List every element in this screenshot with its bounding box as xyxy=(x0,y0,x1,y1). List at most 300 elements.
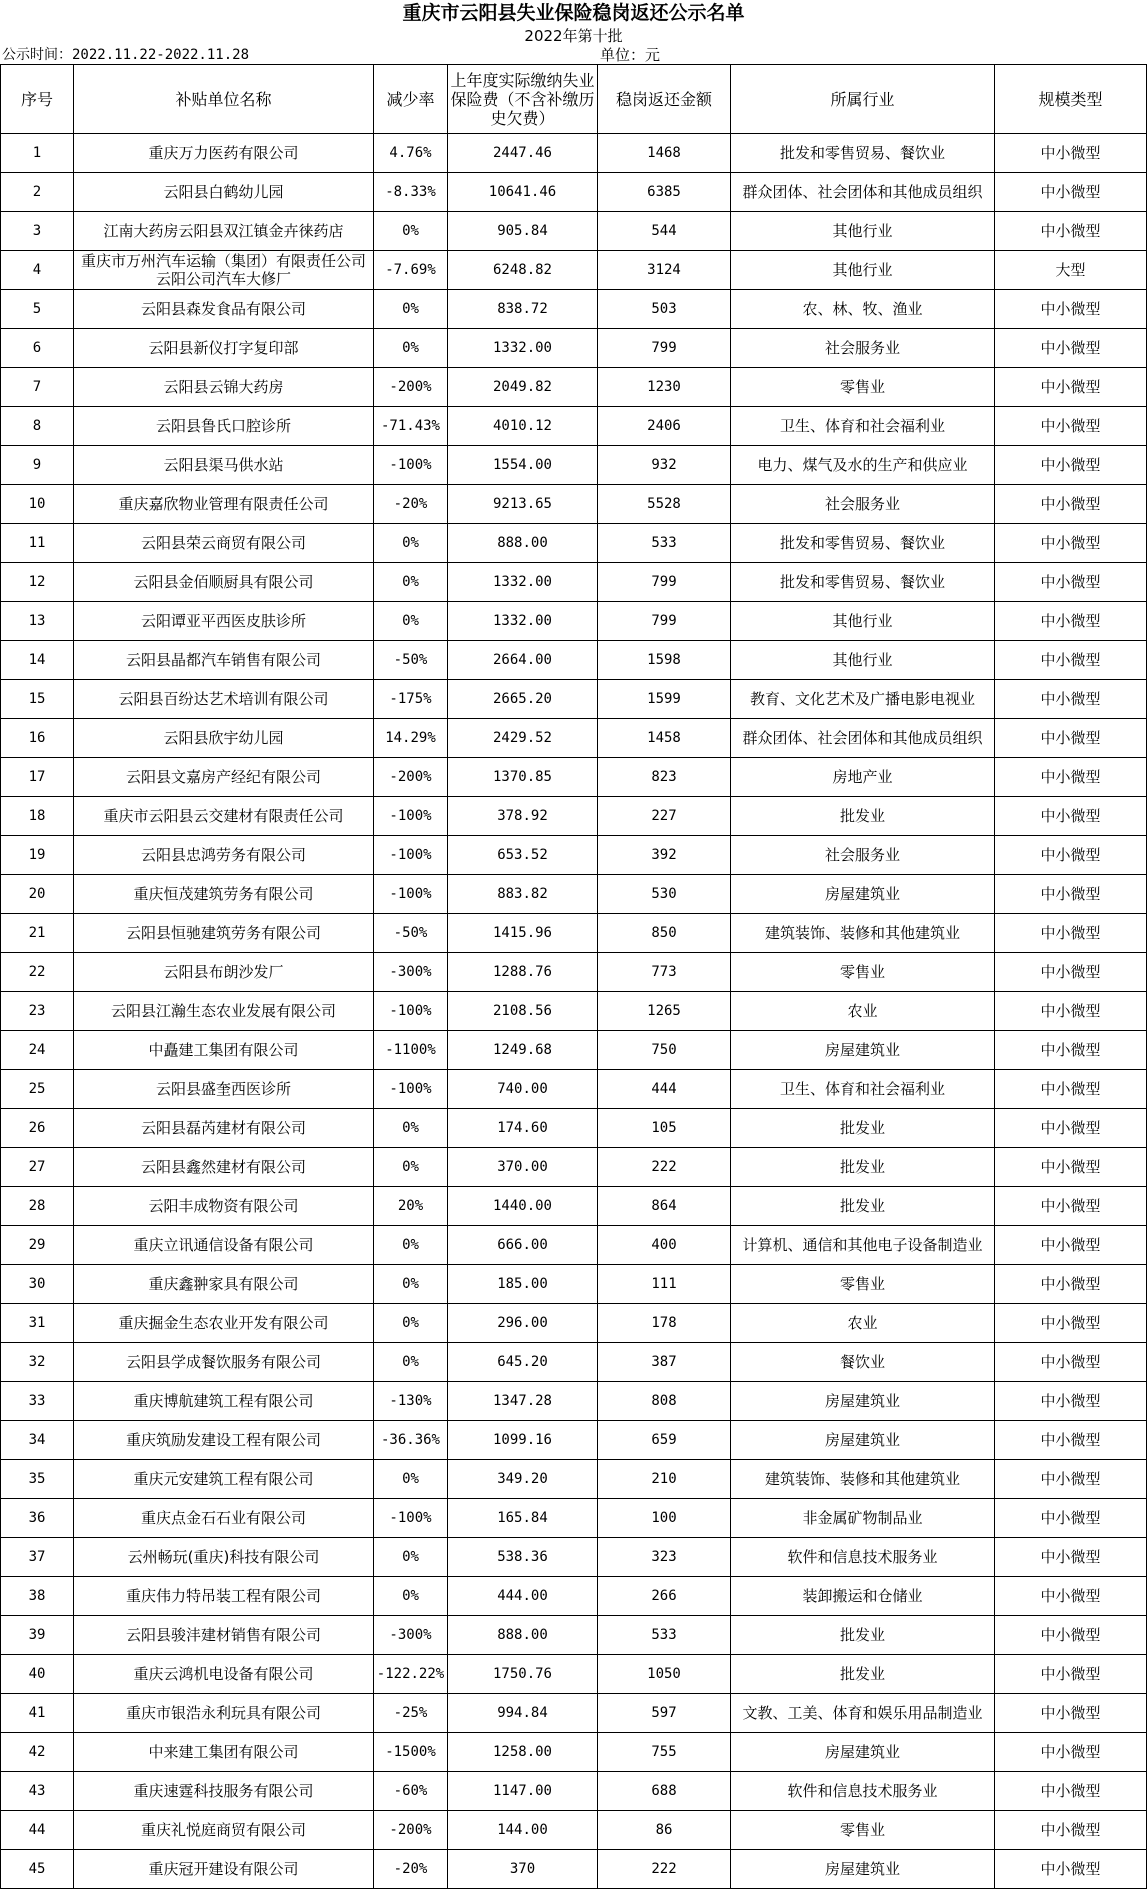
cell-index: 24 xyxy=(1,1031,74,1070)
cell-refund-amount: 178 xyxy=(598,1304,731,1343)
cell-company: 云阳县金佰顺厨具有限公司 xyxy=(74,563,374,602)
cell-reduction-rate: -100% xyxy=(374,797,448,836)
cell-reduction-rate: -100% xyxy=(374,992,448,1031)
cell-industry: 其他行业 xyxy=(731,602,995,641)
cell-premium-paid: 905.84 xyxy=(448,212,598,251)
table-row xyxy=(1,563,1147,602)
cell-scale: 大型 xyxy=(995,251,1147,290)
cell-industry: 房屋建筑业 xyxy=(731,1382,995,1421)
cell-premium-paid: 185.00 xyxy=(448,1265,598,1304)
cell-reduction-rate: 0% xyxy=(374,1538,448,1577)
cell-industry: 批发业 xyxy=(731,1187,995,1226)
header-refund-amount: 稳岗返还金额 xyxy=(598,65,731,134)
cell-company: 云阳县鑫然建材有限公司 xyxy=(74,1148,374,1187)
cell-refund-amount: 1230 xyxy=(598,368,731,407)
cell-premium-paid: 1554.00 xyxy=(448,446,598,485)
cell-industry: 非金属矿物制品业 xyxy=(731,1499,995,1538)
cell-industry: 电力、煤气及水的生产和供应业 xyxy=(731,446,995,485)
table-row xyxy=(1,1577,1147,1616)
cell-company: 江南大药房云阳县双江镇金卉徕药店 xyxy=(74,212,374,251)
cell-scale: 中小微型 xyxy=(995,1070,1147,1109)
cell-premium-paid: 2665.20 xyxy=(448,680,598,719)
cell-company: 重庆速霆科技服务有限公司 xyxy=(74,1772,374,1811)
cell-scale: 中小微型 xyxy=(995,1460,1147,1499)
table-row xyxy=(1,1694,1147,1733)
cell-industry: 农业 xyxy=(731,992,995,1031)
cell-premium-paid: 349.20 xyxy=(448,1460,598,1499)
table-row xyxy=(1,134,1147,173)
cell-reduction-rate: 0% xyxy=(374,1343,448,1382)
cell-premium-paid: 740.00 xyxy=(448,1070,598,1109)
cell-industry: 软件和信息技术服务业 xyxy=(731,1538,995,1577)
batch-subtitle: 2022年第十批 xyxy=(524,27,623,45)
cell-index: 32 xyxy=(1,1343,74,1382)
cell-company: 云阳县盛奎西医诊所 xyxy=(74,1070,374,1109)
cell-reduction-rate: -71.43% xyxy=(374,407,448,446)
cell-index: 26 xyxy=(1,1109,74,1148)
cell-premium-paid: 1750.76 xyxy=(448,1655,598,1694)
cell-company: 中矗建工集团有限公司 xyxy=(74,1031,374,1070)
cell-reduction-rate: -175% xyxy=(374,680,448,719)
table-row xyxy=(1,1421,1147,1460)
cell-premium-paid: 538.36 xyxy=(448,1538,598,1577)
cell-refund-amount: 1458 xyxy=(598,719,731,758)
cell-reduction-rate: -100% xyxy=(374,1499,448,1538)
cell-reduction-rate: -130% xyxy=(374,1382,448,1421)
cell-industry: 文教、工美、体育和娱乐用品制造业 xyxy=(731,1694,995,1733)
cell-index: 27 xyxy=(1,1148,74,1187)
cell-index: 3 xyxy=(1,212,74,251)
cell-company: 云阳县云锦大药房 xyxy=(74,368,374,407)
cell-refund-amount: 659 xyxy=(598,1421,731,1460)
cell-company: 云阳县晶都汽车销售有限公司 xyxy=(74,641,374,680)
cell-company: 中来建工集团有限公司 xyxy=(74,1733,374,1772)
cell-premium-paid: 888.00 xyxy=(448,524,598,563)
table-row xyxy=(1,1265,1147,1304)
cell-index: 21 xyxy=(1,914,74,953)
cell-scale: 中小微型 xyxy=(995,1538,1147,1577)
cell-index: 25 xyxy=(1,1070,74,1109)
cell-reduction-rate: -200% xyxy=(374,758,448,797)
cell-index: 15 xyxy=(1,680,74,719)
cell-premium-paid: 1288.76 xyxy=(448,953,598,992)
cell-reduction-rate: -25% xyxy=(374,1694,448,1733)
cell-company: 重庆云鸿机电设备有限公司 xyxy=(74,1655,374,1694)
cell-premium-paid: 1249.68 xyxy=(448,1031,598,1070)
cell-refund-amount: 932 xyxy=(598,446,731,485)
cell-reduction-rate: 0% xyxy=(374,563,448,602)
cell-premium-paid: 1147.00 xyxy=(448,1772,598,1811)
cell-company: 云阳县忠鸿劳务有限公司 xyxy=(74,836,374,875)
cell-index: 2 xyxy=(1,173,74,212)
cell-refund-amount: 533 xyxy=(598,524,731,563)
cell-premium-paid: 1332.00 xyxy=(448,563,598,602)
cell-reduction-rate: -100% xyxy=(374,875,448,914)
cell-reduction-rate: -1500% xyxy=(374,1733,448,1772)
cell-refund-amount: 222 xyxy=(598,1850,731,1889)
cell-reduction-rate: -122.22% xyxy=(374,1655,448,1694)
cell-industry: 群众团体、社会团体和其他成员组织 xyxy=(731,719,995,758)
cell-company: 云阳县学成餐饮服务有限公司 xyxy=(74,1343,374,1382)
cell-premium-paid: 653.52 xyxy=(448,836,598,875)
cell-scale: 中小微型 xyxy=(995,1265,1147,1304)
cell-industry: 社会服务业 xyxy=(731,836,995,875)
cell-reduction-rate: 20% xyxy=(374,1187,448,1226)
cell-scale: 中小微型 xyxy=(995,680,1147,719)
cell-premium-paid: 2049.82 xyxy=(448,368,598,407)
cell-premium-paid: 883.82 xyxy=(448,875,598,914)
cell-company: 云阳县荣云商贸有限公司 xyxy=(74,524,374,563)
cell-premium-paid: 888.00 xyxy=(448,1616,598,1655)
cell-premium-paid: 1332.00 xyxy=(448,329,598,368)
header-industry: 所属行业 xyxy=(731,65,995,134)
table-row xyxy=(1,953,1147,992)
cell-company: 重庆元安建筑工程有限公司 xyxy=(74,1460,374,1499)
cell-index: 40 xyxy=(1,1655,74,1694)
cell-company: 重庆立讯通信设备有限公司 xyxy=(74,1226,374,1265)
cell-company: 重庆鑫翀家具有限公司 xyxy=(74,1265,374,1304)
cell-refund-amount: 227 xyxy=(598,797,731,836)
table-row xyxy=(1,1655,1147,1694)
cell-reduction-rate: -20% xyxy=(374,1850,448,1889)
cell-industry: 批发业 xyxy=(731,1148,995,1187)
cell-company: 云阳县鲁氏口腔诊所 xyxy=(74,407,374,446)
cell-industry: 其他行业 xyxy=(731,641,995,680)
table-row xyxy=(1,875,1147,914)
cell-premium-paid: 165.84 xyxy=(448,1499,598,1538)
cell-premium-paid: 2429.52 xyxy=(448,719,598,758)
table-row xyxy=(1,1304,1147,1343)
cell-scale: 中小微型 xyxy=(995,1850,1147,1889)
cell-refund-amount: 222 xyxy=(598,1148,731,1187)
cell-index: 6 xyxy=(1,329,74,368)
cell-scale: 中小微型 xyxy=(995,992,1147,1031)
cell-scale: 中小微型 xyxy=(995,1187,1147,1226)
cell-refund-amount: 799 xyxy=(598,563,731,602)
cell-company: 云阳县文嘉房产经纪有限公司 xyxy=(74,758,374,797)
table-row xyxy=(1,836,1147,875)
table-row xyxy=(1,1538,1147,1577)
cell-refund-amount: 755 xyxy=(598,1733,731,1772)
cell-index: 8 xyxy=(1,407,74,446)
cell-premium-paid: 174.60 xyxy=(448,1109,598,1148)
header-premium-paid: 上年度实际缴纳失业保险费（不含补缴历史欠费） xyxy=(448,65,598,134)
cell-index: 5 xyxy=(1,290,74,329)
cell-refund-amount: 808 xyxy=(598,1382,731,1421)
cell-refund-amount: 266 xyxy=(598,1577,731,1616)
cell-index: 18 xyxy=(1,797,74,836)
cell-scale: 中小微型 xyxy=(995,1226,1147,1265)
cell-company: 云阳县布朗沙发厂 xyxy=(74,953,374,992)
cell-scale: 中小微型 xyxy=(995,1616,1147,1655)
table-row xyxy=(1,719,1147,758)
cell-industry: 房屋建筑业 xyxy=(731,1031,995,1070)
cell-company: 云阳县欣宇幼儿园 xyxy=(74,719,374,758)
cell-reduction-rate: -300% xyxy=(374,953,448,992)
cell-reduction-rate: 0% xyxy=(374,1577,448,1616)
cell-index: 45 xyxy=(1,1850,74,1889)
header-scale: 规模类型 xyxy=(995,65,1147,134)
cell-industry: 软件和信息技术服务业 xyxy=(731,1772,995,1811)
table-row xyxy=(1,173,1147,212)
cell-index: 10 xyxy=(1,485,74,524)
cell-industry: 零售业 xyxy=(731,1811,995,1850)
header-index: 序号 xyxy=(1,65,74,134)
cell-index: 20 xyxy=(1,875,74,914)
cell-refund-amount: 799 xyxy=(598,329,731,368)
cell-index: 35 xyxy=(1,1460,74,1499)
table-row xyxy=(1,446,1147,485)
cell-scale: 中小微型 xyxy=(995,524,1147,563)
cell-scale: 中小微型 xyxy=(995,1109,1147,1148)
cell-scale: 中小微型 xyxy=(995,1655,1147,1694)
cell-refund-amount: 750 xyxy=(598,1031,731,1070)
cell-scale: 中小微型 xyxy=(995,1148,1147,1187)
cell-refund-amount: 111 xyxy=(598,1265,731,1304)
cell-company: 云阳谭亚平西医皮肤诊所 xyxy=(74,602,374,641)
cell-scale: 中小微型 xyxy=(995,797,1147,836)
cell-refund-amount: 105 xyxy=(598,1109,731,1148)
cell-industry: 计算机、通信和其他电子设备制造业 xyxy=(731,1226,995,1265)
table-row xyxy=(1,1733,1147,1772)
cell-industry: 零售业 xyxy=(731,953,995,992)
cell-scale: 中小微型 xyxy=(995,602,1147,641)
cell-reduction-rate: -50% xyxy=(374,641,448,680)
cell-industry: 房屋建筑业 xyxy=(731,1421,995,1460)
cell-index: 1 xyxy=(1,134,74,173)
cell-refund-amount: 503 xyxy=(598,290,731,329)
table-row xyxy=(1,1070,1147,1109)
cell-scale: 中小微型 xyxy=(995,758,1147,797)
cell-reduction-rate: 0% xyxy=(374,524,448,563)
cell-reduction-rate: 0% xyxy=(374,1265,448,1304)
cell-refund-amount: 773 xyxy=(598,953,731,992)
cell-reduction-rate: -100% xyxy=(374,836,448,875)
table-header-row xyxy=(1,65,1147,134)
cell-reduction-rate: -7.69% xyxy=(374,251,448,290)
cell-index: 37 xyxy=(1,1538,74,1577)
page-title: 重庆市云阳县失业保险稳岗返还公示名单 xyxy=(402,2,745,24)
table-row xyxy=(1,1811,1147,1850)
cell-scale: 中小微型 xyxy=(995,134,1147,173)
cell-index: 17 xyxy=(1,758,74,797)
table-row xyxy=(1,758,1147,797)
cell-industry: 农、林、牧、渔业 xyxy=(731,290,995,329)
cell-industry: 社会服务业 xyxy=(731,485,995,524)
cell-scale: 中小微型 xyxy=(995,446,1147,485)
cell-refund-amount: 210 xyxy=(598,1460,731,1499)
cell-company: 云阳县磊芮建材有限公司 xyxy=(74,1109,374,1148)
cell-index: 9 xyxy=(1,446,74,485)
cell-refund-amount: 1050 xyxy=(598,1655,731,1694)
cell-refund-amount: 100 xyxy=(598,1499,731,1538)
cell-index: 13 xyxy=(1,602,74,641)
cell-reduction-rate: 4.76% xyxy=(374,134,448,173)
cell-scale: 中小微型 xyxy=(995,1733,1147,1772)
cell-industry: 其他行业 xyxy=(731,251,995,290)
cell-index: 28 xyxy=(1,1187,74,1226)
cell-scale: 中小微型 xyxy=(995,836,1147,875)
cell-company: 云州畅玩(重庆)科技有限公司 xyxy=(74,1538,374,1577)
table-row xyxy=(1,1772,1147,1811)
cell-index: 23 xyxy=(1,992,74,1031)
cell-scale: 中小微型 xyxy=(995,641,1147,680)
cell-company: 云阳县江瀚生态农业发展有限公司 xyxy=(74,992,374,1031)
table-row xyxy=(1,290,1147,329)
cell-industry: 餐饮业 xyxy=(731,1343,995,1382)
cell-scale: 中小微型 xyxy=(995,1304,1147,1343)
cell-premium-paid: 1332.00 xyxy=(448,602,598,641)
cell-industry: 建筑装饰、装修和其他建筑业 xyxy=(731,914,995,953)
cell-scale: 中小微型 xyxy=(995,914,1147,953)
cell-scale: 中小微型 xyxy=(995,1382,1147,1421)
cell-premium-paid: 370 xyxy=(448,1850,598,1889)
cell-premium-paid: 6248.82 xyxy=(448,251,598,290)
cell-scale: 中小微型 xyxy=(995,485,1147,524)
table-row xyxy=(1,251,1147,290)
cell-refund-amount: 400 xyxy=(598,1226,731,1265)
subsidy-table xyxy=(0,64,1147,1889)
cell-reduction-rate: 0% xyxy=(374,329,448,368)
cell-reduction-rate: -300% xyxy=(374,1616,448,1655)
cell-premium-paid: 1258.00 xyxy=(448,1733,598,1772)
cell-premium-paid: 4010.12 xyxy=(448,407,598,446)
cell-premium-paid: 645.20 xyxy=(448,1343,598,1382)
cell-company: 重庆掘金生态农业开发有限公司 xyxy=(74,1304,374,1343)
table-row xyxy=(1,1499,1147,1538)
header-reduction-rate: 减少率 xyxy=(374,65,448,134)
cell-scale: 中小微型 xyxy=(995,1811,1147,1850)
unit-label: 单位：元 xyxy=(600,46,661,64)
table-row xyxy=(1,407,1147,446)
cell-industry: 农业 xyxy=(731,1304,995,1343)
table-row xyxy=(1,680,1147,719)
cell-scale: 中小微型 xyxy=(995,875,1147,914)
cell-index: 33 xyxy=(1,1382,74,1421)
cell-index: 22 xyxy=(1,953,74,992)
cell-refund-amount: 1265 xyxy=(598,992,731,1031)
cell-reduction-rate: -50% xyxy=(374,914,448,953)
cell-industry: 卫生、体育和社会福利业 xyxy=(731,1070,995,1109)
cell-refund-amount: 1468 xyxy=(598,134,731,173)
cell-industry: 卫生、体育和社会福利业 xyxy=(731,407,995,446)
cell-premium-paid: 666.00 xyxy=(448,1226,598,1265)
cell-index: 7 xyxy=(1,368,74,407)
table-row xyxy=(1,212,1147,251)
table-row xyxy=(1,1187,1147,1226)
cell-industry: 批发和零售贸易、餐饮业 xyxy=(731,524,995,563)
table-row xyxy=(1,797,1147,836)
cell-index: 41 xyxy=(1,1694,74,1733)
cell-premium-paid: 296.00 xyxy=(448,1304,598,1343)
cell-reduction-rate: -36.36% xyxy=(374,1421,448,1460)
cell-index: 12 xyxy=(1,563,74,602)
cell-reduction-rate: 0% xyxy=(374,602,448,641)
cell-scale: 中小微型 xyxy=(995,1343,1147,1382)
cell-premium-paid: 370.00 xyxy=(448,1148,598,1187)
cell-company: 云阳丰成物资有限公司 xyxy=(74,1187,374,1226)
cell-reduction-rate: 0% xyxy=(374,1226,448,1265)
cell-industry: 群众团体、社会团体和其他成员组织 xyxy=(731,173,995,212)
cell-industry: 房地产业 xyxy=(731,758,995,797)
cell-scale: 中小微型 xyxy=(995,719,1147,758)
cell-reduction-rate: -60% xyxy=(374,1772,448,1811)
cell-reduction-rate: 0% xyxy=(374,290,448,329)
table-row xyxy=(1,524,1147,563)
cell-refund-amount: 799 xyxy=(598,602,731,641)
cell-company: 重庆市银浩永利玩具有限公司 xyxy=(74,1694,374,1733)
cell-industry: 零售业 xyxy=(731,1265,995,1304)
cell-premium-paid: 1099.16 xyxy=(448,1421,598,1460)
cell-reduction-rate: -200% xyxy=(374,1811,448,1850)
cell-scale: 中小微型 xyxy=(995,1421,1147,1460)
table-row xyxy=(1,1226,1147,1265)
cell-index: 19 xyxy=(1,836,74,875)
cell-index: 29 xyxy=(1,1226,74,1265)
cell-scale: 中小微型 xyxy=(995,1577,1147,1616)
cell-refund-amount: 2406 xyxy=(598,407,731,446)
cell-index: 42 xyxy=(1,1733,74,1772)
cell-scale: 中小微型 xyxy=(995,329,1147,368)
cell-scale: 中小微型 xyxy=(995,407,1147,446)
cell-premium-paid: 2108.56 xyxy=(448,992,598,1031)
table-row xyxy=(1,1616,1147,1655)
cell-company: 重庆博航建筑工程有限公司 xyxy=(74,1382,374,1421)
cell-industry: 房屋建筑业 xyxy=(731,1850,995,1889)
cell-refund-amount: 533 xyxy=(598,1616,731,1655)
cell-industry: 批发业 xyxy=(731,797,995,836)
cell-company: 云阳县百纷达艺术培训有限公司 xyxy=(74,680,374,719)
cell-refund-amount: 3124 xyxy=(598,251,731,290)
table-row xyxy=(1,1382,1147,1421)
cell-reduction-rate: 0% xyxy=(374,1109,448,1148)
cell-scale: 中小微型 xyxy=(995,173,1147,212)
cell-industry: 零售业 xyxy=(731,368,995,407)
cell-scale: 中小微型 xyxy=(995,368,1147,407)
cell-index: 43 xyxy=(1,1772,74,1811)
cell-reduction-rate: -200% xyxy=(374,368,448,407)
cell-premium-paid: 1370.85 xyxy=(448,758,598,797)
cell-premium-paid: 444.00 xyxy=(448,1577,598,1616)
cell-premium-paid: 144.00 xyxy=(448,1811,598,1850)
cell-refund-amount: 530 xyxy=(598,875,731,914)
cell-reduction-rate: 0% xyxy=(374,1148,448,1187)
cell-scale: 中小微型 xyxy=(995,1031,1147,1070)
cell-scale: 中小微型 xyxy=(995,1694,1147,1733)
cell-scale: 中小微型 xyxy=(995,212,1147,251)
cell-scale: 中小微型 xyxy=(995,953,1147,992)
cell-industry: 建筑装饰、装修和其他建筑业 xyxy=(731,1460,995,1499)
cell-company: 重庆礼悦庭商贸有限公司 xyxy=(74,1811,374,1850)
cell-company: 重庆筑励发建设工程有限公司 xyxy=(74,1421,374,1460)
cell-company: 重庆万力医药有限公司 xyxy=(74,134,374,173)
cell-industry: 批发和零售贸易、餐饮业 xyxy=(731,134,995,173)
cell-reduction-rate: -100% xyxy=(374,1070,448,1109)
cell-index: 38 xyxy=(1,1577,74,1616)
table-row xyxy=(1,914,1147,953)
cell-company: 重庆市万州汽车运输（集团）有限责任公司云阳公司汽车大修厂 xyxy=(74,251,374,290)
table-row xyxy=(1,1850,1147,1889)
table-row xyxy=(1,1109,1147,1148)
cell-refund-amount: 864 xyxy=(598,1187,731,1226)
cell-index: 39 xyxy=(1,1616,74,1655)
cell-refund-amount: 688 xyxy=(598,1772,731,1811)
cell-reduction-rate: -1100% xyxy=(374,1031,448,1070)
cell-premium-paid: 9213.65 xyxy=(448,485,598,524)
cell-industry: 批发和零售贸易、餐饮业 xyxy=(731,563,995,602)
cell-company: 重庆伟力特吊装工程有限公司 xyxy=(74,1577,374,1616)
cell-refund-amount: 6385 xyxy=(598,173,731,212)
